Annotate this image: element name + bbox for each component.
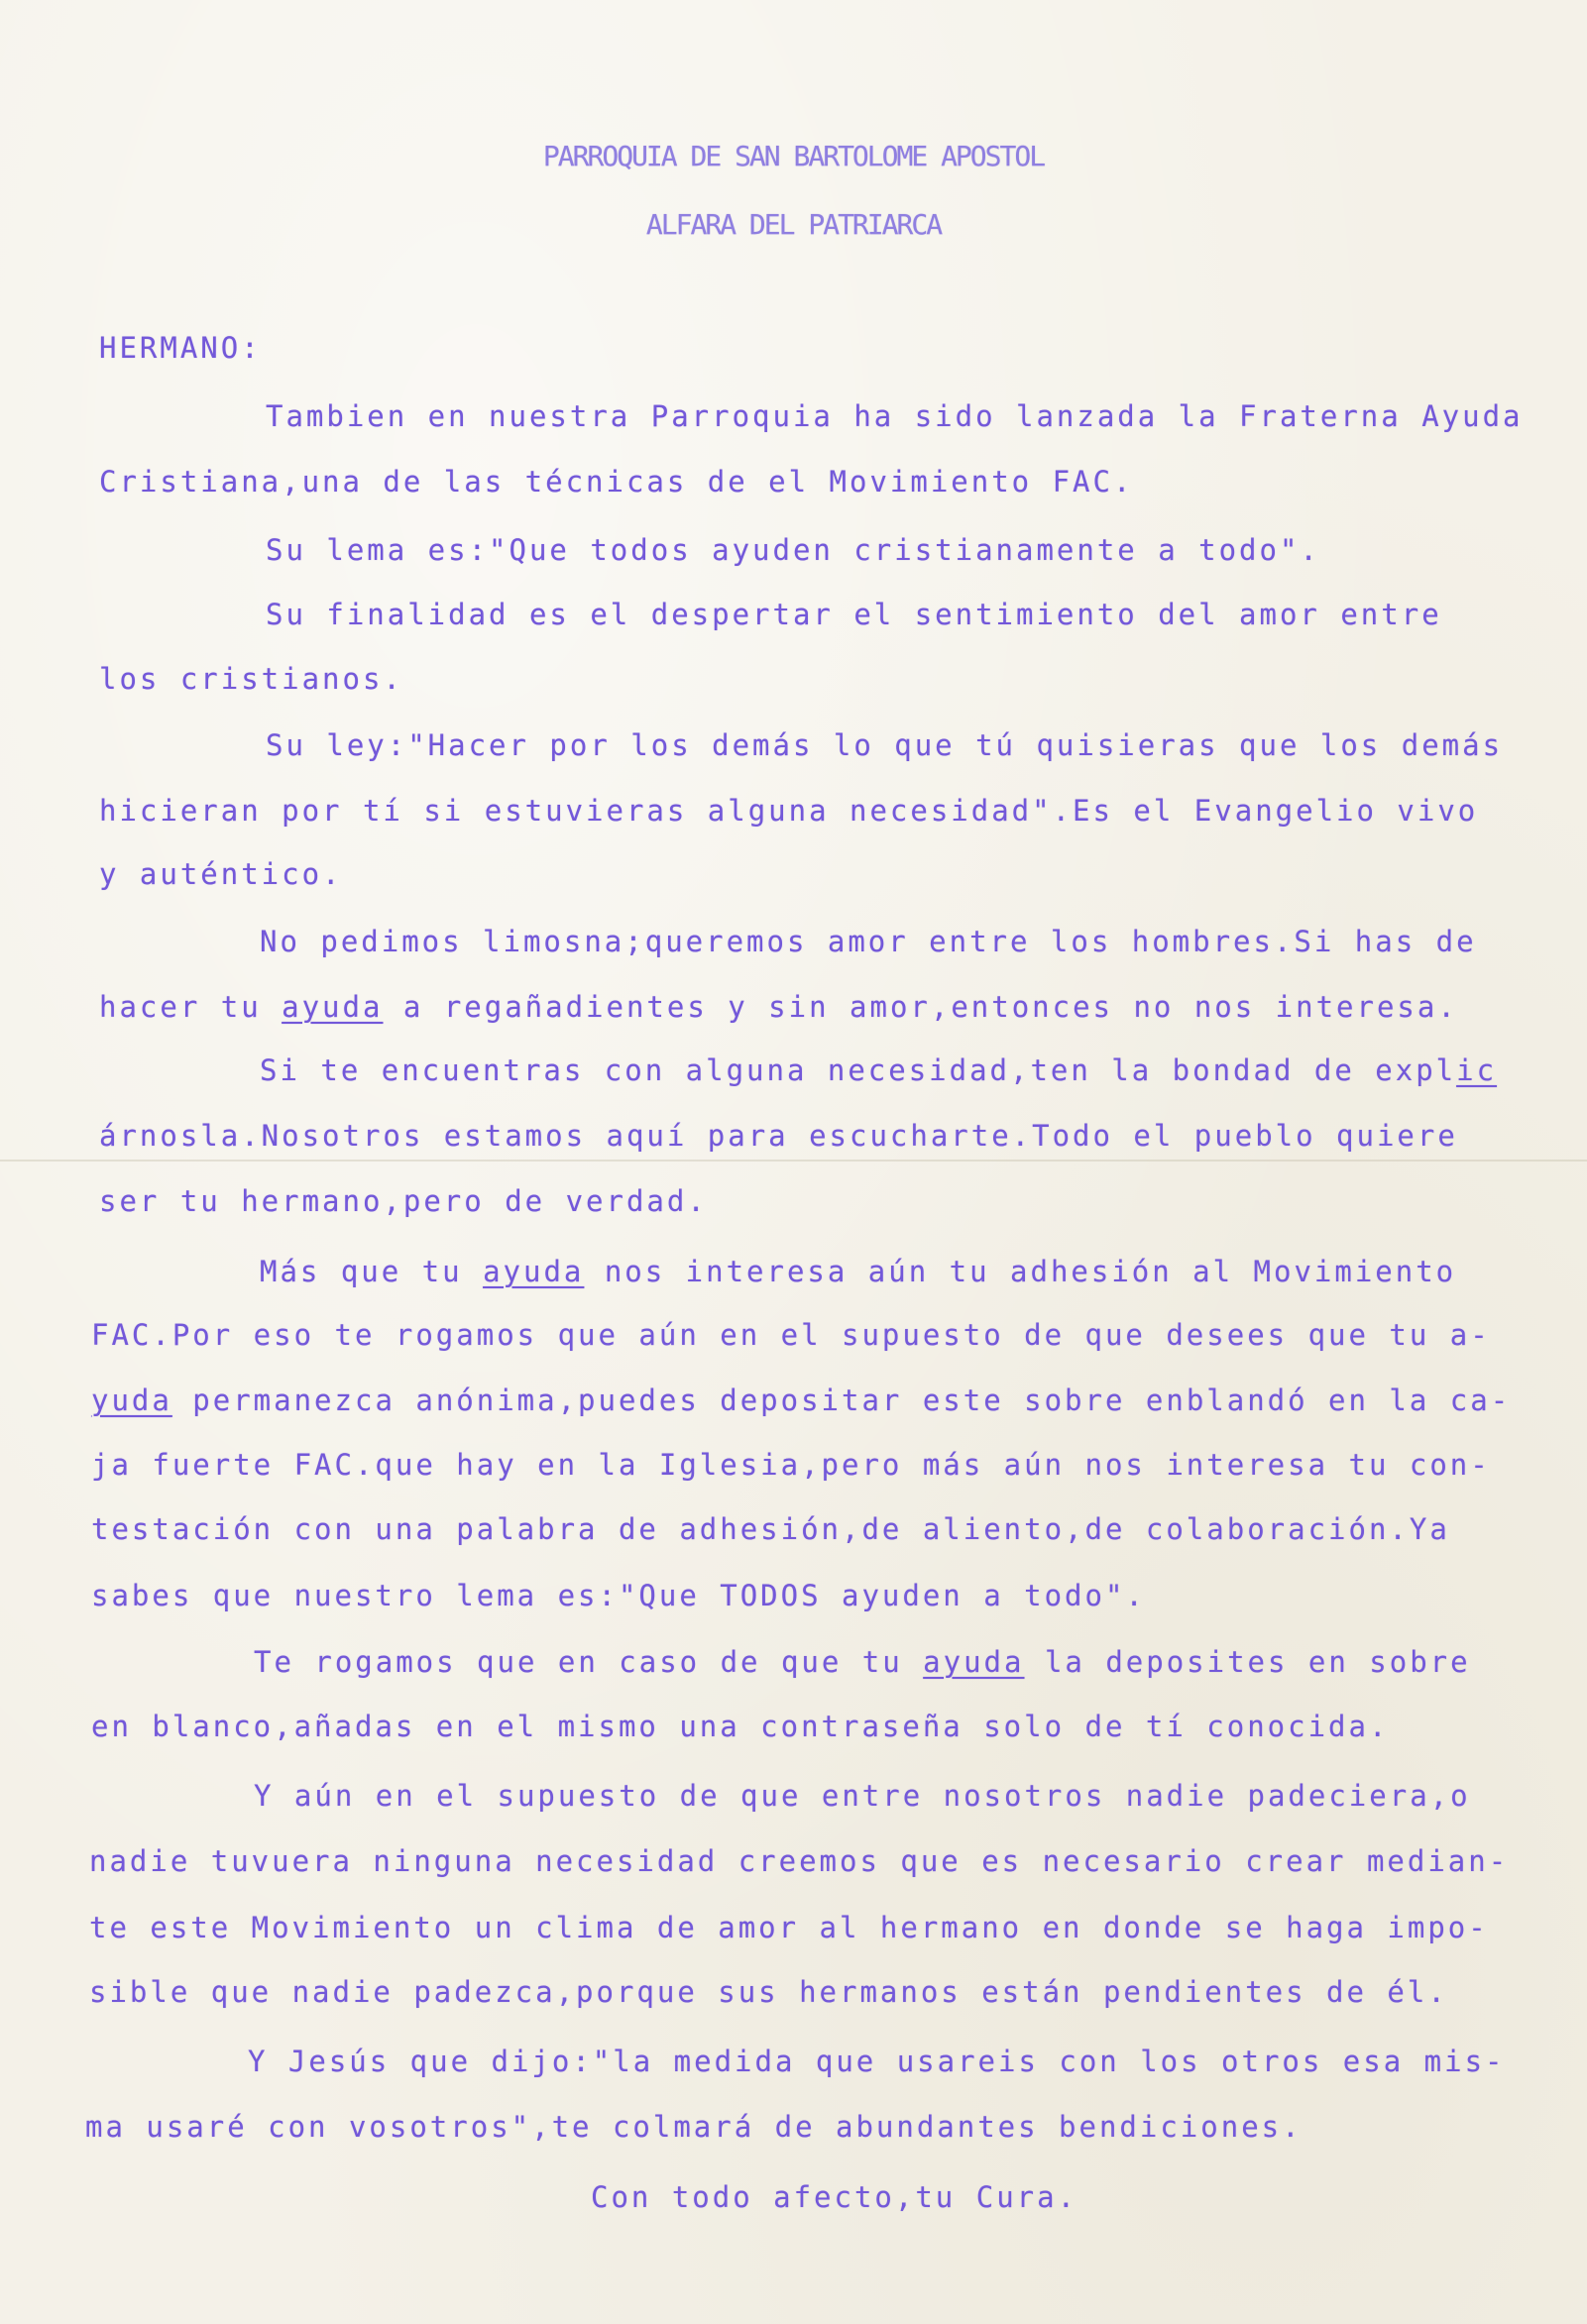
parish-heading: PARROQUIA DE SAN BARTOLOME APOSTOL bbox=[542, 140, 1045, 172]
body-line: testación con una palabra de adhesión,de aliento,de colaboración.Ya bbox=[91, 1512, 1450, 1546]
body-line: No pedimos limosna;queremos amor entre los hombres.Si has de bbox=[260, 925, 1477, 958]
body-line: Su finalidad es el despertar el sentimiento del amor entre bbox=[266, 598, 1442, 631]
body-line: nadie tuvuera ninguna necesidad creemos que es necesario crear median- bbox=[89, 1844, 1510, 1878]
body-line: Si te encuentras con alguna necesidad,ten la bondad de explic bbox=[260, 1053, 1498, 1087]
body-line: en blanco,añadas en el mismo una contraseña solo de tí conocida. bbox=[91, 1710, 1390, 1743]
body-line: Más que tu ayuda nos interesa aún tu adhesión al Movimiento bbox=[260, 1255, 1457, 1288]
body-line: y auténtico. bbox=[99, 857, 343, 891]
body-line: Cristiana,una de las técnicas de el Movimiento FAC. bbox=[99, 465, 1134, 498]
body-line: Su ley:"Hacer por los demás lo que tú quisieras que los demás bbox=[266, 728, 1504, 762]
town-heading: ALFARA DEL PATRIARCA bbox=[645, 208, 942, 241]
body-line: Tambien en nuestra Parroquia ha sido lanzada la Fraterna Ayuda bbox=[266, 399, 1524, 433]
closing-line: Con todo afecto,tu Cura. bbox=[591, 2180, 1078, 2214]
body-line: yuda permanezca anónima,puedes depositar este sobre enblandó en la ca- bbox=[91, 1383, 1512, 1417]
body-line: sible que nadie padezca,porque sus hermanos están pendientes de él. bbox=[89, 1975, 1448, 2009]
underlined-word: ayuda bbox=[282, 990, 384, 1024]
body-line: Y Jesús que dijo:"la medida que usareis con los otros esa mis- bbox=[248, 2045, 1506, 2078]
body-line: Y aún en el supuesto de que entre nosotros nadie padeciera,o bbox=[254, 1779, 1471, 1813]
body-line: ma usaré con vosotros",te colmará de abundantes bendiciones. bbox=[85, 2110, 1303, 2144]
salutation: HERMANO: bbox=[99, 331, 262, 365]
paper-fold-crease bbox=[0, 1160, 1587, 1162]
body-line: los cristianos. bbox=[99, 662, 403, 696]
body-line: ser tu hermano,pero de verdad. bbox=[99, 1184, 708, 1218]
underlined-word: ic bbox=[1456, 1053, 1498, 1087]
body-line: hicieran por tí si estuvieras alguna necesidad".Es el Evangelio vivo bbox=[99, 794, 1479, 828]
underlined-word: ayuda bbox=[923, 1645, 1025, 1679]
body-line: árnosla.Nosotros estamos aquí para escucharte.Todo el pueblo quiere bbox=[99, 1119, 1458, 1153]
underlined-word: yuda bbox=[91, 1383, 172, 1417]
body-line: FAC.Por eso te rogamos que aún en el supuesto de que desees que tu a- bbox=[91, 1318, 1491, 1352]
body-line: sabes que nuestro lema es:"Que TODOS ayuden a todo". bbox=[91, 1579, 1146, 1612]
underlined-word: ayuda bbox=[483, 1255, 585, 1288]
body-line: ja fuerte FAC.que hay en la Iglesia,pero más aún nos interesa tu con- bbox=[91, 1448, 1491, 1482]
body-line: te este Movimiento un clima de amor al hermano en donde se haga impo- bbox=[89, 1911, 1489, 1944]
body-line: hacer tu ayuda a regañadientes y sin amor,entonces no nos interesa. bbox=[99, 990, 1458, 1024]
body-line: Te rogamos que en caso de que tu ayuda la deposites en sobre bbox=[254, 1645, 1471, 1679]
body-line: Su lema es:"Que todos ayuden cristianamente a todo". bbox=[266, 533, 1320, 567]
